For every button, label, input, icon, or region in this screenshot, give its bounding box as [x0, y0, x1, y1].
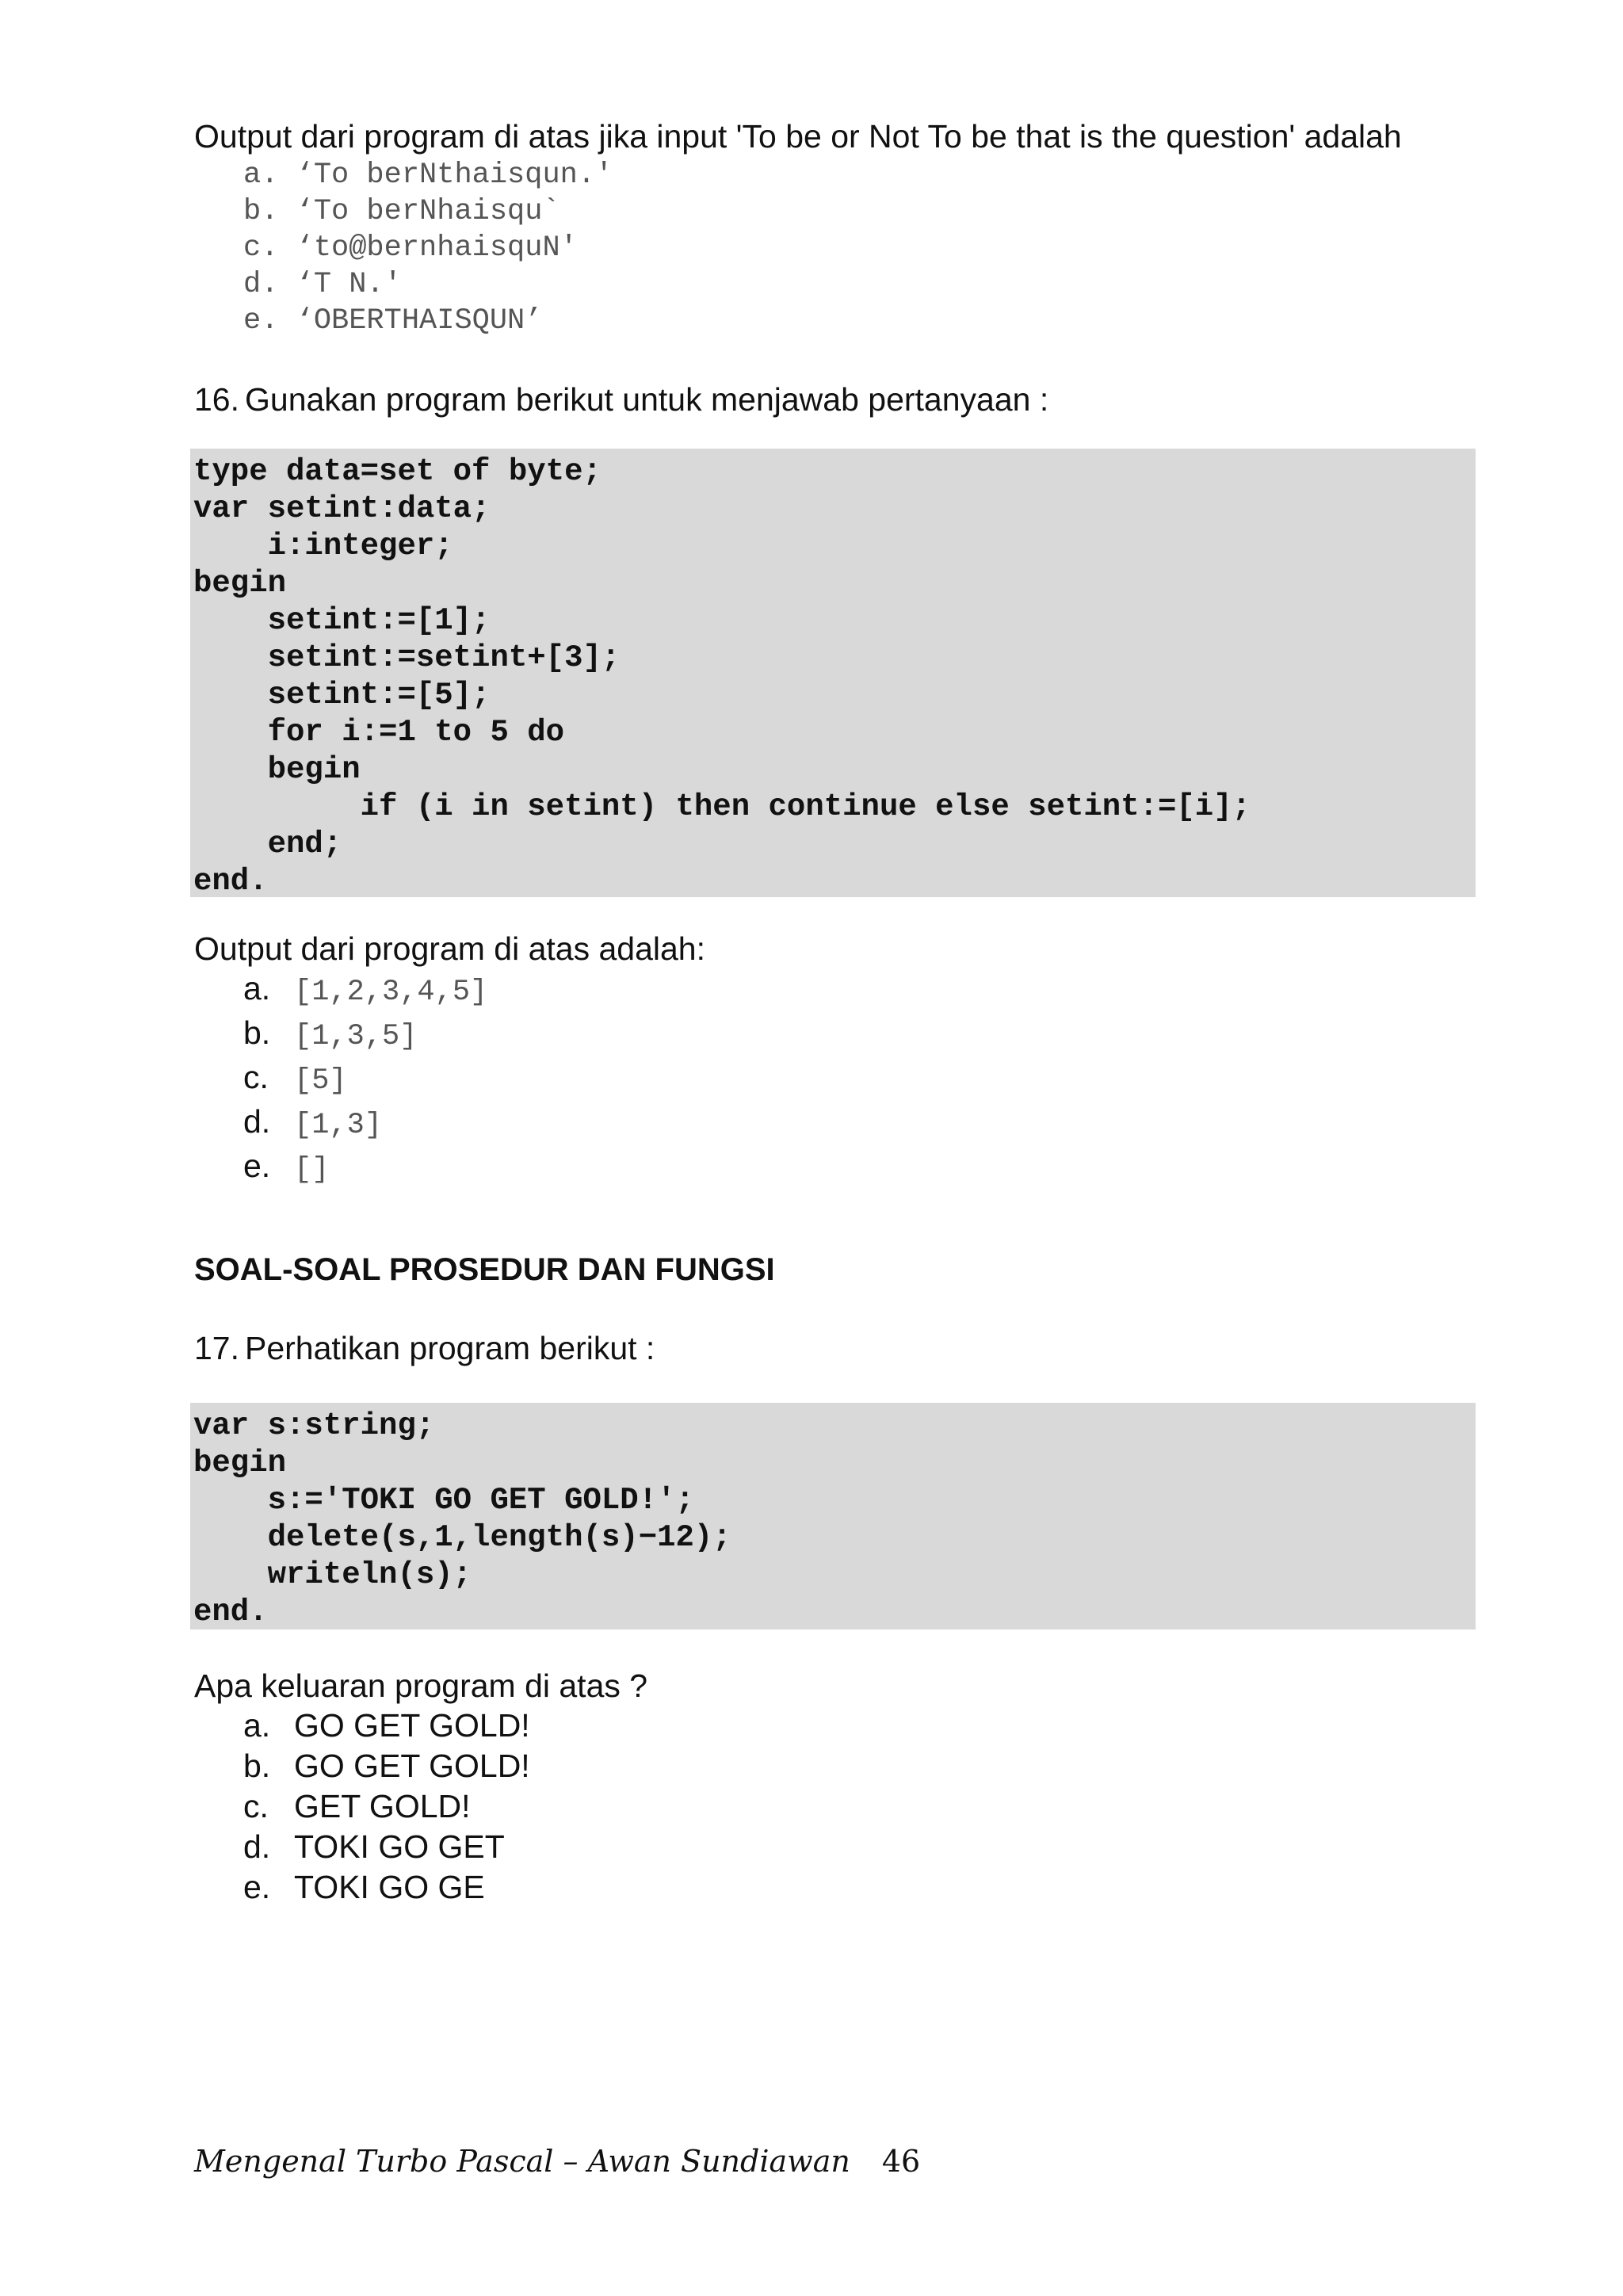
code-line: i:integer;	[193, 529, 453, 563]
q17-prompt-text: Perhatikan program berikut :	[245, 1330, 655, 1366]
code-line: begin	[193, 752, 361, 787]
q16-options	[243, 968, 487, 1190]
q17-option-c: c. GET GOLD!	[243, 1788, 471, 1824]
q17-prompt	[194, 1329, 655, 1367]
code-line: setint:=[1];	[193, 603, 491, 638]
code-line: setint:=setint+[3];	[193, 640, 621, 675]
code-line: for i:=1 to 5 do	[193, 715, 565, 750]
code-line: if (i in setint) then continue else setint:=[i];	[193, 789, 1251, 824]
code-line: var s:string;	[193, 1408, 435, 1443]
q15-question: Output dari program di atas jika input 'To be or Not To be that is the question' adalah	[194, 118, 1402, 155]
code-line: writeln(s);	[193, 1557, 472, 1592]
code-line: end.	[193, 1595, 268, 1629]
q16-prompt	[194, 380, 1048, 418]
code-line: setint:=[5];	[193, 678, 491, 712]
q16-number: 16.	[194, 381, 239, 418]
q16-option-d: d. [1,3]	[243, 1103, 383, 1142]
q15-option-c: c. ‘to@bernhaisquN'	[243, 231, 578, 265]
q16-question: Output dari program di atas adalah:	[194, 930, 705, 967]
q15-option-e: e. ‘OBERTHAISQUN’	[243, 304, 543, 338]
code-line: begin	[193, 566, 287, 601]
code-line: end;	[193, 827, 342, 861]
footer-title: Mengenal Turbo Pascal – Awan Sundiawan	[194, 2144, 850, 2179]
q15-option-a: a. ‘To berNthaisqun.'	[243, 159, 613, 192]
code-line: begin	[193, 1446, 287, 1480]
page-footer	[194, 2142, 920, 2180]
q16-option-a: a. [1,2,3,4,5]	[243, 970, 488, 1009]
q16-code-block	[190, 449, 1476, 897]
q15-options	[243, 157, 613, 339]
q17-code-block	[190, 1403, 1476, 1629]
section-heading: SOAL-SOAL PROSEDUR DAN FUNGSI	[194, 1252, 775, 1287]
q16-option-b: b. [1,3,5]	[243, 1014, 418, 1053]
code-line: end.	[193, 864, 268, 899]
q17-option-a: a. GO GET GOLD!	[243, 1707, 530, 1744]
q17-options	[243, 1706, 530, 1908]
code-line: type data=set of byte;	[193, 454, 601, 489]
q17-number: 17.	[194, 1330, 239, 1366]
q17-option-e: e. TOKI GO GE	[243, 1869, 485, 1905]
q17-option-b: b. GO GET GOLD!	[243, 1748, 530, 1784]
q16-option-c: c. [5]	[243, 1059, 347, 1098]
q16-prompt-text: Gunakan program berikut untuk menjawab pertanyaan :	[245, 381, 1049, 418]
q15-option-b: b. ‘To berNhaisqu`	[243, 195, 560, 228]
code-line: delete(s,1,length(s)−12);	[193, 1520, 731, 1555]
q16-option-e: e. []	[243, 1148, 330, 1186]
q17-option-d: d. TOKI GO GET	[243, 1828, 505, 1865]
code-line: s:='TOKI GO GET GOLD!';	[193, 1483, 694, 1518]
code-line: var setint:data;	[193, 491, 491, 526]
q15-option-d: d. ‘T N.'	[243, 268, 402, 301]
q17-question: Apa keluaran program di atas ?	[194, 1668, 648, 1704]
page-number: 46	[881, 2144, 921, 2179]
